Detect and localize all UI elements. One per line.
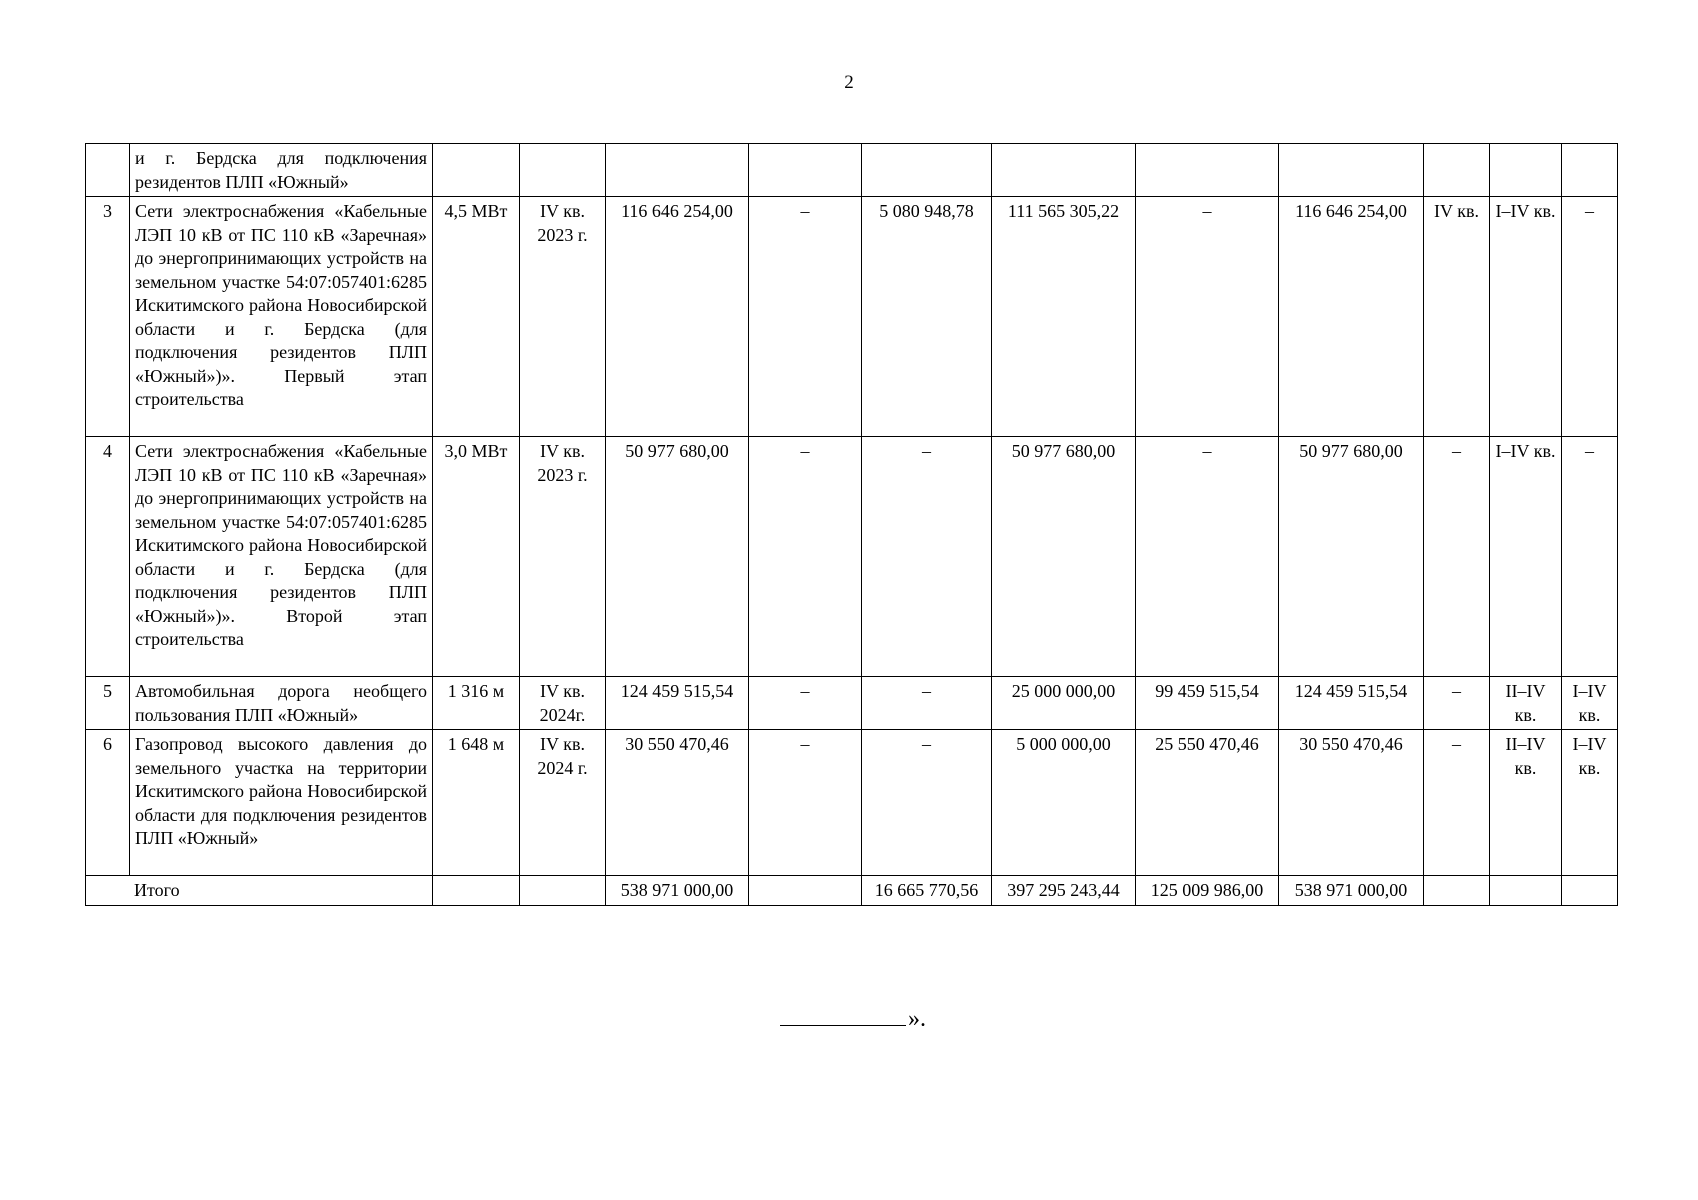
capacity: 4,5 МВт	[433, 197, 520, 437]
total-cost-sum: 538 971 000,00	[606, 876, 749, 906]
cell-col5	[749, 144, 862, 197]
object-name: Газопровод высокого давления до земельного участка на территории Искитимского района Новосибирской области для подключения резидентов ПЛП «Южный»	[130, 730, 433, 876]
row-number	[86, 144, 130, 197]
cell-col10: –	[1424, 437, 1490, 677]
total-cost: 124 459 515,54	[606, 677, 749, 730]
cell-col12	[1562, 144, 1618, 197]
cell-col10: –	[1424, 677, 1490, 730]
cell-col7	[992, 144, 1136, 197]
object-name: и г. Бердска для подключения резидентов ПЛП «Южный»	[130, 144, 433, 197]
cell-col10: IV кв.	[1424, 197, 1490, 437]
row-number: 6	[86, 730, 130, 876]
cell-col7: 5 000 000,00	[992, 730, 1136, 876]
table-row	[86, 437, 1618, 677]
cell-col9: 50 977 680,00	[1279, 437, 1424, 677]
deadline: IV кв. 2023 г.	[520, 437, 606, 677]
cell-empty	[1562, 876, 1618, 906]
cell-col5: –	[749, 437, 862, 677]
cell-col9: 116 646 254,00	[1279, 197, 1424, 437]
cell-col11	[1490, 144, 1562, 197]
cell-col12: –	[1562, 197, 1618, 437]
total-cost: 116 646 254,00	[606, 197, 749, 437]
cell-col6: –	[862, 437, 992, 677]
total-cost: 30 550 470,46	[606, 730, 749, 876]
table-row	[86, 677, 1618, 730]
cell-col10	[1424, 144, 1490, 197]
cell-empty	[520, 876, 606, 906]
investment-projects-table	[85, 143, 1618, 906]
object-name: Сети электроснабжения «Кабельные ЛЭП 10 кВ от ПС 110 кВ «Заречная» до энергопринимающих устройств на земельном участке 54:07:057401:6285 Искитимского района Новосибирской области и г. Бердска (для подключения резидентов ПЛП «Южный»)». Второй этап строительства	[130, 437, 433, 677]
total-row	[86, 876, 1618, 906]
total-cost: 50 977 680,00	[606, 437, 749, 677]
cell-col5: –	[749, 730, 862, 876]
cell-col10: –	[1424, 730, 1490, 876]
table-row	[86, 197, 1618, 437]
cell-col8: –	[1136, 197, 1279, 437]
cell-col8: 99 459 515,54	[1136, 677, 1279, 730]
capacity	[433, 144, 520, 197]
cell-col6: –	[862, 677, 992, 730]
cell-col11: II–IV кв.	[1490, 677, 1562, 730]
cell-col8	[1136, 144, 1279, 197]
cell-col5: –	[749, 197, 862, 437]
cell-col9	[1279, 144, 1424, 197]
table-row	[86, 144, 1618, 197]
cell-col6	[862, 144, 992, 197]
row-number: 4	[86, 437, 130, 677]
closing-quote: ».	[908, 1006, 926, 1032]
cell-col8: 25 550 470,46	[1136, 730, 1279, 876]
deadline: IV кв. 2024г.	[520, 677, 606, 730]
cell-col7: 111 565 305,22	[992, 197, 1136, 437]
capacity: 1 316 м	[433, 677, 520, 730]
cell-col8: –	[1136, 437, 1279, 677]
cell-col12: –	[1562, 437, 1618, 677]
deadline: IV кв. 2023 г.	[520, 197, 606, 437]
cell-empty	[1424, 876, 1490, 906]
total-col6-sum: 16 665 770,56	[862, 876, 992, 906]
page-number: 2	[844, 72, 854, 93]
total-label: Итого	[86, 876, 433, 906]
capacity: 1 648 м	[433, 730, 520, 876]
cell-empty	[433, 876, 520, 906]
total-col9-sum: 538 971 000,00	[1279, 876, 1424, 906]
signature-line	[780, 1025, 906, 1026]
closing-mark	[780, 1006, 926, 1033]
cell-col11: I–IV кв.	[1490, 197, 1562, 437]
cell-col5: –	[749, 677, 862, 730]
cell-col11: II–IV кв.	[1490, 730, 1562, 876]
total-col7-sum: 397 295 243,44	[992, 876, 1136, 906]
total-cost	[606, 144, 749, 197]
cell-col12: I–IV кв.	[1562, 677, 1618, 730]
deadline: IV кв. 2024 г.	[520, 730, 606, 876]
cell-empty	[1490, 876, 1562, 906]
capacity: 3,0 МВт	[433, 437, 520, 677]
object-name: Автомобильная дорога необщего пользования ПЛП «Южный»	[130, 677, 433, 730]
table-row	[86, 730, 1618, 876]
cell-col6: 5 080 948,78	[862, 197, 992, 437]
cell-col12: I–IV кв.	[1562, 730, 1618, 876]
cell-col6: –	[862, 730, 992, 876]
deadline	[520, 144, 606, 197]
object-name: Сети электроснабжения «Кабельные ЛЭП 10 кВ от ПС 110 кВ «Заречная» до энергопринимающих устройств на земельном участке 54:07:057401:6285 Искитимского района Новосибирской области и г. Бердска (для подключения резидентов ПЛП «Южный»)». Первый этап строительства	[130, 197, 433, 437]
total-col8-sum: 125 009 986,00	[1136, 876, 1279, 906]
cell-col11: I–IV кв.	[1490, 437, 1562, 677]
cell-empty	[749, 876, 862, 906]
cell-col9: 124 459 515,54	[1279, 677, 1424, 730]
row-number: 3	[86, 197, 130, 437]
cell-col9: 30 550 470,46	[1279, 730, 1424, 876]
cell-col7: 25 000 000,00	[992, 677, 1136, 730]
row-number: 5	[86, 677, 130, 730]
cell-col7: 50 977 680,00	[992, 437, 1136, 677]
